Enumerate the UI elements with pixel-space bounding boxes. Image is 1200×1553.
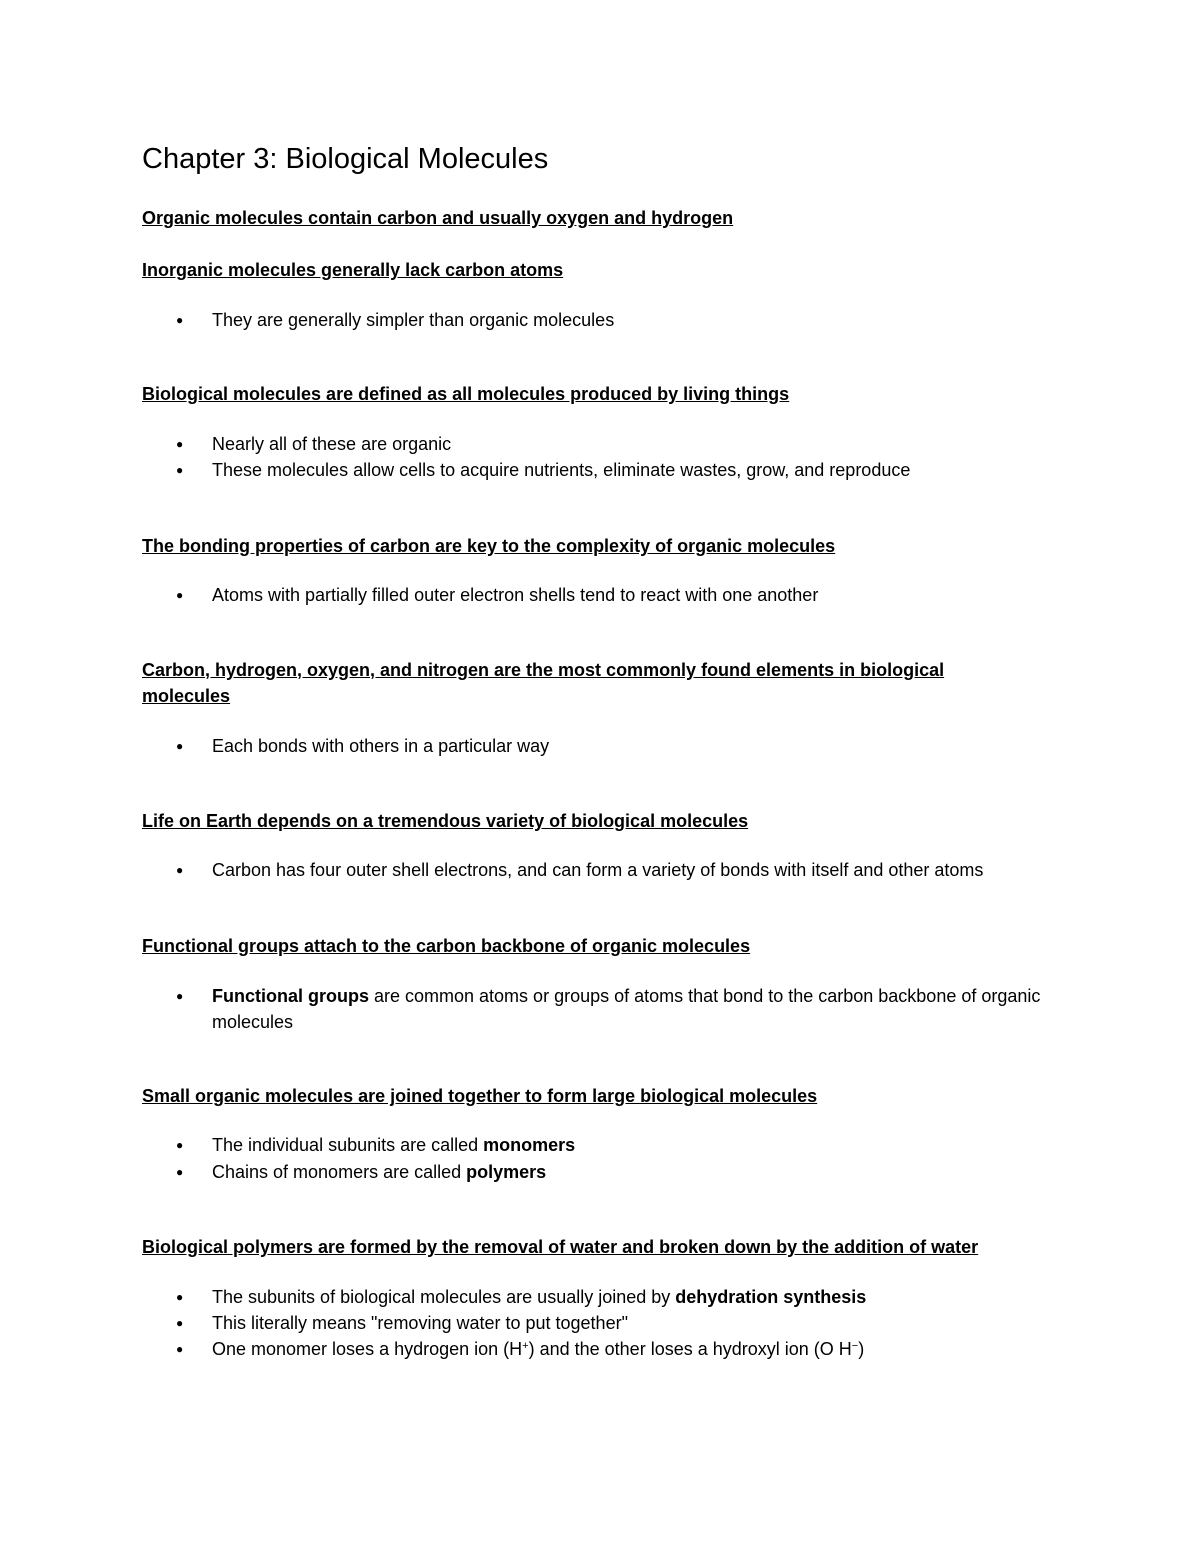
list-item-text: One monomer loses a hydrogen ion (H: [212, 1339, 523, 1359]
list-item: [212, 1284, 1072, 1310]
list-item-text: are common atoms or groups of atoms that bond to the carbon backbone of organic molecules: [212, 986, 1041, 1032]
bullet-icon: ●: [176, 989, 184, 1003]
section-heading: Life on Earth depends on a tremendous variety of biological molecules: [142, 811, 749, 831]
section-heading: Biological molecules are defined as all molecules produced by living things: [142, 384, 790, 404]
bullet-icon: ●: [176, 588, 184, 602]
superscript: −: [851, 1340, 859, 1352]
bullet-icon: ●: [176, 1138, 184, 1152]
page-title: Chapter 3: Biological Molecules: [142, 143, 549, 175]
section-heading: Inorganic molecules generally lack carbon atoms: [142, 260, 564, 280]
list-item: [212, 1132, 1072, 1158]
list-item: Carbon has four outer shell electrons, and can form a variety of bonds with itself and other atoms: [212, 860, 984, 880]
list-item-text: The individual subunits are called: [212, 1135, 484, 1155]
list-item: Nearly all of these are organic: [212, 434, 452, 454]
bullet-icon: ●: [176, 1316, 184, 1330]
section-heading: The bonding properties of carbon are key to the complexity of organic molecules: [142, 536, 836, 556]
list-item-text: ): [858, 1339, 865, 1359]
section-heading: Organic molecules contain carbon and usually oxygen and hydrogen: [142, 208, 734, 228]
list-item-text: ) and the other loses a hydroxyl ion (O H: [528, 1339, 852, 1359]
bullet-icon: ●: [176, 1165, 184, 1179]
bullet-icon: ●: [176, 863, 184, 877]
list-item: Each bonds with others in a particular way: [212, 736, 550, 756]
list-item-text: The subunits of biological molecules are usually joined by: [212, 1287, 676, 1307]
bullet-icon: ●: [176, 1290, 184, 1304]
section-heading: Carbon, hydrogen, oxygen, and nitrogen are the most commonly found elements in biological molecules: [142, 660, 945, 706]
list-item: These molecules allow cells to acquire nutrients, eliminate wastes, grow, and reproduce: [212, 460, 911, 480]
bullet-icon: ●: [176, 739, 184, 753]
bullet-icon: ●: [176, 313, 184, 327]
bullet-icon: ●: [176, 1342, 184, 1356]
list-item: [212, 1159, 1072, 1185]
list-item: Atoms with partially filled outer electron shells tend to react with one another: [212, 585, 819, 605]
section-heading: Functional groups attach to the carbon backbone of organic molecules: [142, 936, 751, 956]
bullet-icon: ●: [176, 463, 184, 477]
bullet-icon: ●: [176, 437, 184, 451]
list-item-text: Chains of monomers are called: [212, 1162, 467, 1182]
list-item: [212, 983, 1057, 1035]
list-item: [212, 1336, 1072, 1362]
list-item: They are generally simpler than organic molecules: [212, 310, 615, 330]
bold-term: monomers: [483, 1135, 576, 1155]
superscript: +: [522, 1340, 529, 1352]
bold-term: Functional groups: [212, 986, 369, 1006]
section-heading: Biological polymers are formed by the removal of water and broken down by the addition of water: [142, 1237, 979, 1257]
bold-term: polymers: [466, 1162, 547, 1182]
list-item: This literally means "removing water to put together": [212, 1313, 628, 1333]
bold-term: dehydration synthesis: [675, 1287, 867, 1307]
section-heading: Small organic molecules are joined together to form large biological molecules: [142, 1086, 818, 1106]
